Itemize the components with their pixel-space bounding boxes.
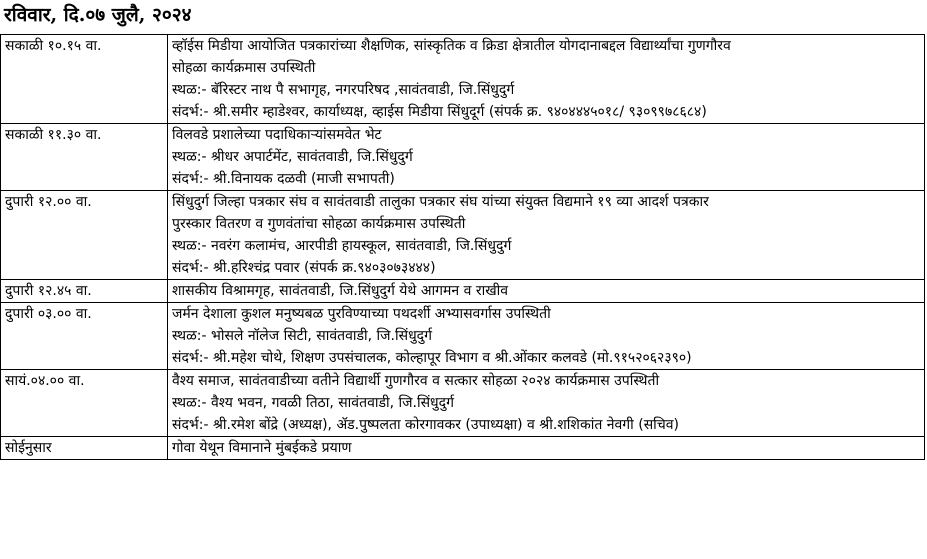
- details-line: स्थळ:- बॅरिस्टर नाथ पै सभागृह, नगरपरिषद ,सावंतवाडी, जि.सिंधुदुर्ग: [172, 82, 515, 98]
- details-line: व्हॉईस मिडीया आयोजित पत्रकारांच्या शैक्षणिक, सांस्कृतिक व क्रिडा क्षेत्रातील योगदानाबद्दल विद्यार्थ्यांचा गुणगौरव: [172, 38, 731, 54]
- schedule-row: [1, 191, 925, 280]
- details-cell: [168, 370, 925, 437]
- time-cell: दुपारी १२.४५ वा.: [1, 280, 168, 303]
- time-cell: सायं.०४.०० वा.: [1, 370, 168, 437]
- details-line: संदर्भ:- श्री.समीर म्हाडेश्वर, कार्याध्यक्ष, व्हाईस मिडीया सिंधुदूर्ग (संपर्क क्र. ९४०४४४५०१८/ ९३०९९७८६८४): [172, 104, 707, 120]
- time-cell: सकाळी १०.१५ वा.: [1, 35, 168, 124]
- schedule-row: [1, 124, 925, 191]
- time-cell: दुपारी ०३.०० वा.: [1, 303, 168, 370]
- time-cell: सोईनुसार: [1, 437, 168, 460]
- details-line: स्थळ:- वैश्य भवन, गवळी तिठा, सावंतवाडी, जि.सिंधुदुर्ग: [172, 395, 454, 411]
- date-heading: रविवार, दि.०७ जुलै, २०२४: [4, 4, 192, 26]
- details-line: गोवा येथून विमानाने मुंबईकडे प्रयाण: [172, 440, 352, 456]
- details-line: सिंधुदुर्ग जिल्हा पत्रकार संघ व सावंतवाडी तालुका पत्रकार संघ यांच्या संयुक्त विद्यमाने १९ व्या आदर्श पत्रकार: [172, 194, 709, 210]
- details-line: वैश्य समाज, सावंतवाडीच्या वतीने विद्यार्थी गुणगौरव व सत्कार सोहळा २०२४ कार्यक्रमास उपस्थिती: [172, 373, 660, 389]
- schedule-table: [0, 34, 925, 460]
- details-line: स्थळ:- भोसले नॉलेज सिटी, सावंतवाडी, जि.सिंधुदुर्ग: [172, 328, 433, 344]
- details-line: सोहळा कार्यक्रमास उपस्थिती: [172, 60, 316, 76]
- details-line: संदर्भ:- श्री.विनायक दळवी (माजी सभापती): [172, 171, 395, 187]
- details-cell: [168, 124, 925, 191]
- schedule-row: [1, 437, 925, 460]
- details-cell: [168, 280, 925, 303]
- details-cell: [168, 303, 925, 370]
- details-line: विलवडे प्रशालेच्या पदाधिकाऱ्यांसमवेत भेट: [172, 127, 382, 143]
- details-cell: [168, 437, 925, 460]
- details-cell: [168, 191, 925, 280]
- schedule-body: [1, 35, 925, 460]
- details-line: संदर्भ:- श्री.हरिश्चंद्र पवार (संपर्क क्र.९४०३०७३४४४): [172, 260, 436, 276]
- details-line: संदर्भ:- श्री.रमेश बोंद्रे (अध्यक्ष), ॲड.पुष्पलता कोरगावकर (उपाध्यक्षा) व श्री.शशिकांत नेवगी (सचिव): [172, 417, 679, 433]
- details-line: स्थळ:- श्रीधर अपार्टमेंट, सावंतवाडी, जि.सिंधुदुर्ग: [172, 149, 413, 165]
- details-line: जर्मन देशाला कुशल मनुष्यबळ पुरविण्याच्या पथदर्शी अभ्यासवर्गास उपस्थिती: [172, 306, 551, 322]
- schedule-row: [1, 370, 925, 437]
- details-cell: [168, 35, 925, 124]
- schedule-row: [1, 303, 925, 370]
- time-cell: सकाळी ११.३० वा.: [1, 124, 168, 191]
- time-cell: दुपारी १२.०० वा.: [1, 191, 168, 280]
- details-line: स्थळ:- नवरंग कलामंच, आरपीडी हायस्कूल, सावंतवाडी, जि.सिंधुदुर्ग: [172, 238, 512, 254]
- details-line: संदर्भ:- श्री.महेश चोथे, शिक्षण उपसंचालक, कोल्हापूर विभाग व श्री.ओंकार कलवडे (मो.९१५२०६२३९०): [172, 350, 692, 366]
- details-line: पुरस्कार वितरण व गुणवंतांचा सोहळा कार्यक्रमास उपस्थिती: [172, 216, 466, 232]
- schedule-row: [1, 35, 925, 124]
- schedule-row: [1, 280, 925, 303]
- details-line: शासकीय विश्रामगृह, सावंतवाडी, जि.सिंधुदुर्ग येथे आगमन व राखीव: [172, 283, 509, 299]
